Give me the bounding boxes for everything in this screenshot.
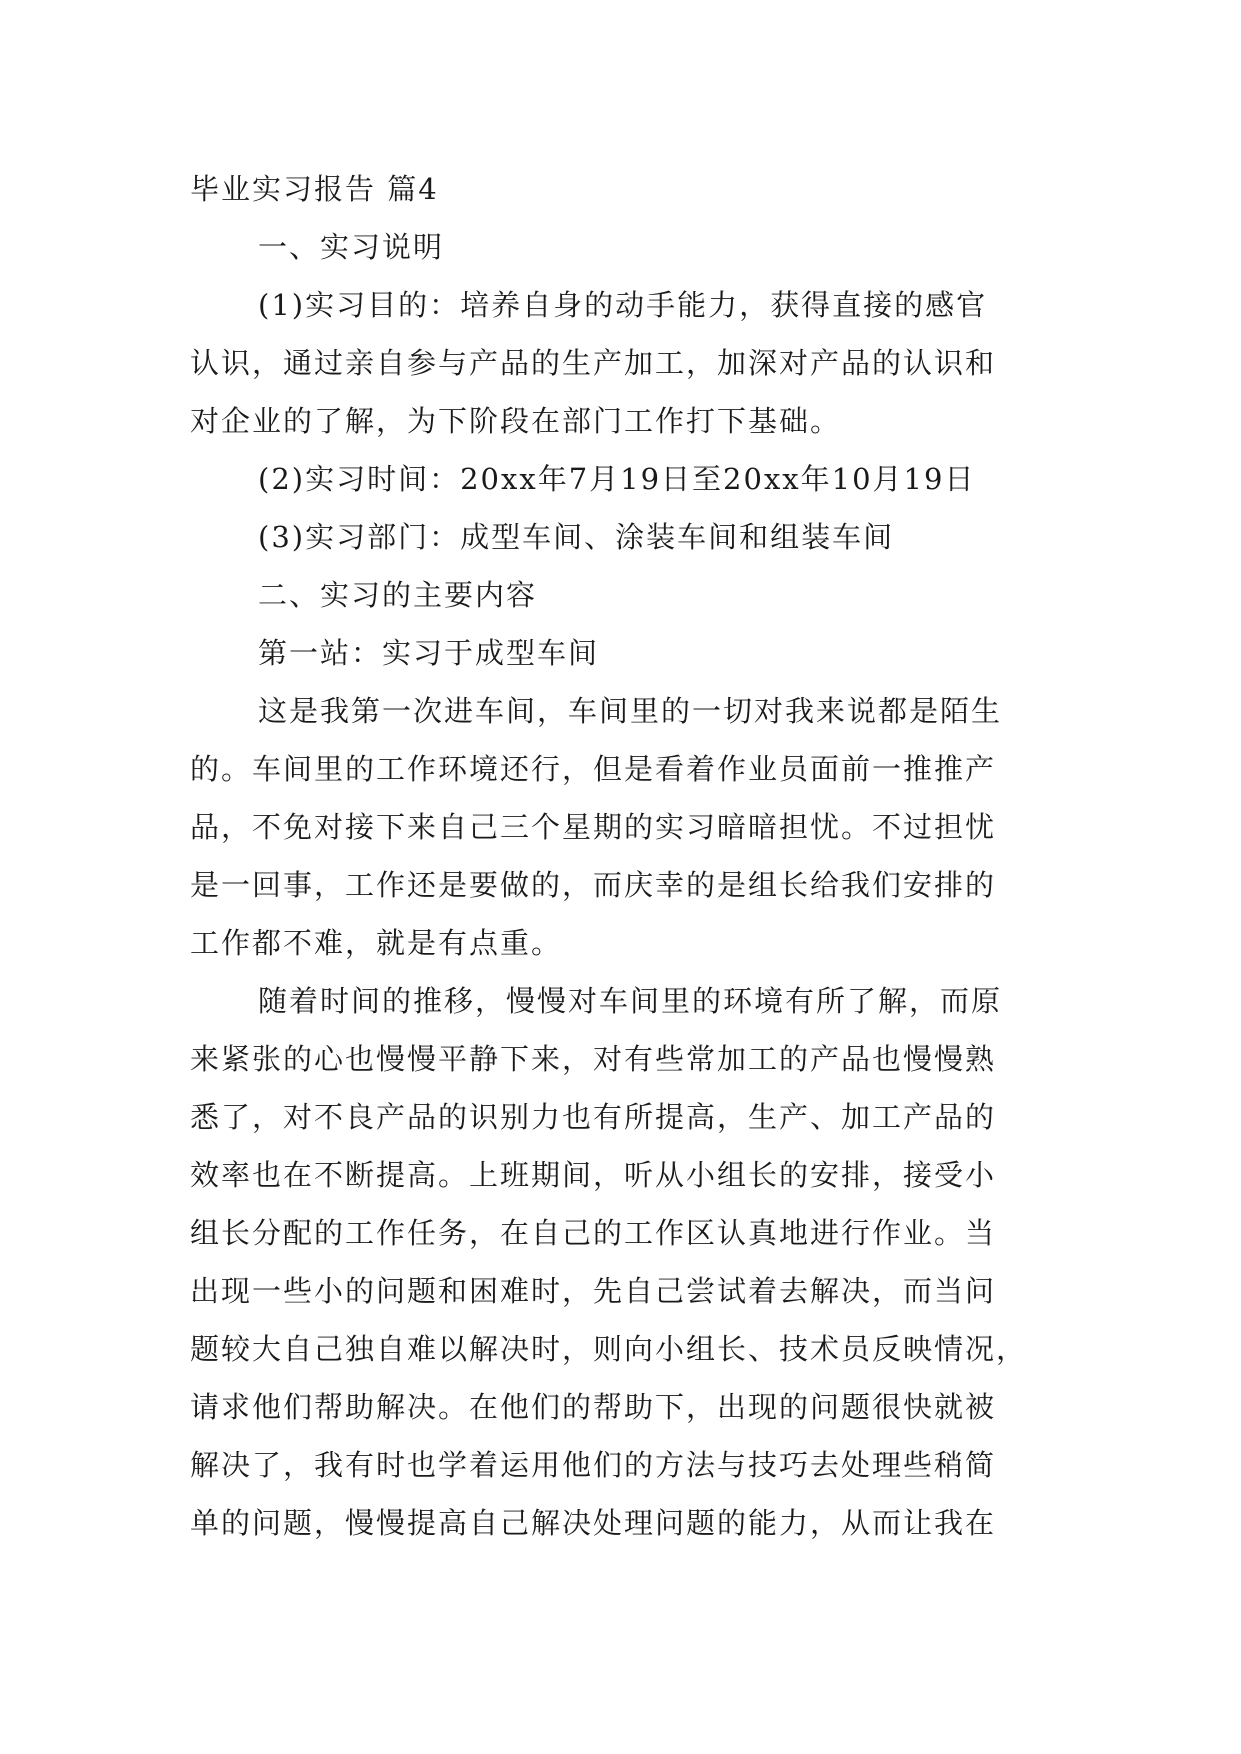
section-heading-intro: 一、实习说明: [258, 230, 445, 264]
text-line: 对企业的了解，为下阶段在部门工作打下基础。: [190, 404, 842, 438]
text-line: 是一回事，工作还是要做的，而庆幸的是组长给我们安排的: [190, 868, 997, 902]
document-body: [190, 160, 1052, 1552]
text-line: 出现一些小的问题和困难时，先自己尝试着去解决，而当问: [190, 1274, 997, 1308]
text-line: 随着时间的推移，慢慢对车间里的环境有所了解，而原: [258, 984, 1003, 1018]
section-heading-content: 二、实习的主要内容: [258, 578, 538, 612]
text-line: 来紧张的心也慢慢平静下来，对有些常加工的产品也慢慢熟: [190, 1042, 997, 1076]
text-line: 的。车间里的工作环境还行，但是看着作业员面前一推推产: [190, 752, 997, 786]
text-line: 解决了，我有时也学着运用他们的方法与技巧去处理些稍简: [190, 1448, 997, 1482]
text-line: 品，不免对接下来自己三个星期的实习暗暗担忧。不过担忧: [190, 810, 997, 844]
text-line: 题较大自己独自难以解决时，则向小组长、技术员反映情况，: [190, 1332, 1028, 1366]
text-line: (1)实习目的：培养自身的动手能力，获得直接的感官: [258, 288, 988, 322]
paragraph-progress: [190, 972, 1052, 1552]
paragraph-purpose: [190, 276, 1052, 450]
text-line: 悉了，对不良产品的识别力也有所提高，生产、加工产品的: [190, 1100, 997, 1134]
paragraph-department: (3)实习部门：成型车间、涂装车间和组装车间: [258, 520, 895, 554]
text-line: 工作都不难，就是有点重。: [190, 926, 563, 960]
text-line: 认识，通过亲自参与产品的生产加工，加深对产品的认识和: [190, 346, 997, 380]
paragraph-time: (2)实习时间：20xx年7月19日至20xx年10月19日: [258, 462, 976, 496]
paragraph-first-day: [190, 682, 1052, 972]
text-line: 这是我第一次进车间，车间里的一切对我来说都是陌生: [258, 694, 1003, 728]
document-title: 毕业实习报告 篇4: [190, 172, 439, 206]
text-line: 请求他们帮助解决。在他们的帮助下，出现的问题很快就被: [190, 1390, 997, 1424]
text-line: 单的问题，慢慢提高自己解决处理问题的能力，从而让我在: [190, 1506, 997, 1540]
text-line: 效率也在不断提高。上班期间，听从小组长的安排，接受小: [190, 1158, 997, 1192]
text-line: 组长分配的工作任务，在自己的工作区认真地进行作业。当: [190, 1216, 997, 1250]
station-heading: 第一站：实习于成型车间: [258, 636, 600, 670]
